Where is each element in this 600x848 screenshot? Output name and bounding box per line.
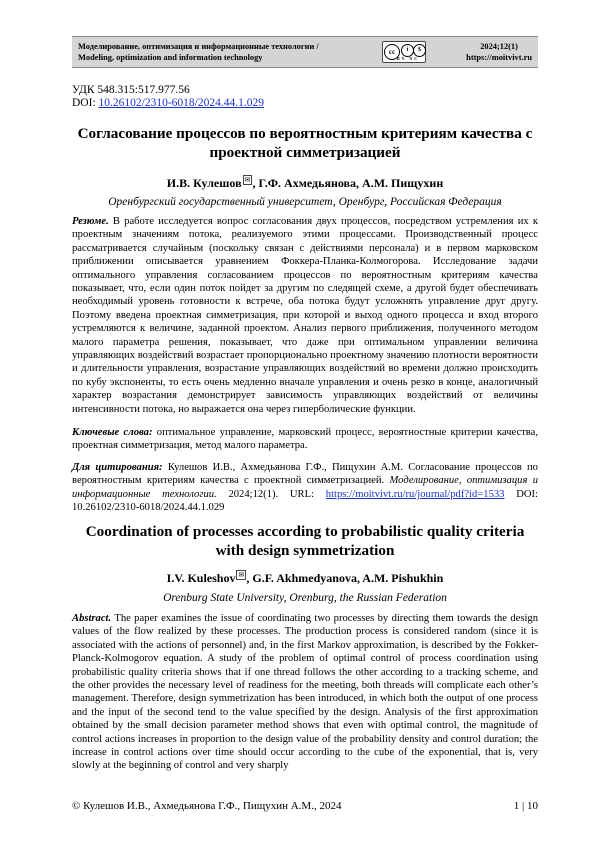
affiliation-ru: Оренбургский государственный университет, Оренбург, Российская Федерация <box>108 196 502 208</box>
title-ru: Согласование процессов по вероятностным критериям качества с проектной симметризацией <box>77 125 533 161</box>
citation-ru <box>72 461 538 515</box>
abstract-en <box>72 612 538 773</box>
citation-journal: Моделирование, оптимизация и информационные технологии. <box>72 475 538 500</box>
authors-en <box>72 571 538 586</box>
abstract-ru <box>72 215 538 416</box>
email-icon[interactable]: ✉ <box>244 176 251 184</box>
doi-line <box>72 97 264 110</box>
nc-icon: $ <box>413 44 426 57</box>
abstract-label-en: Abstract. <box>72 613 112 624</box>
page-footer <box>72 800 538 816</box>
abstract-label-ru: Резюме. <box>72 216 109 227</box>
citation-issue: 2024;12(1). URL: <box>228 488 315 500</box>
doi-label: DOI: <box>72 97 96 109</box>
doi-link[interactable]: 10.26102/2310-6018/2024.44.1.029 <box>98 97 264 109</box>
license-tags: BY NC <box>397 56 420 61</box>
keywords-ru <box>72 426 538 453</box>
creative-commons-license-icon[interactable] <box>382 41 426 63</box>
udk-code: УДК 548.315:517.977.56 <box>72 84 190 96</box>
by-icon: i <box>401 44 414 57</box>
authors-other-ru: , Г.Ф. Ахмедьянова, А.М. Пищухин <box>252 176 444 190</box>
keywords-text-ru: оптимальное управление, марковский процесс, вероятностные критерии качества, проектная симметризация, метод малого параметра. <box>72 427 538 452</box>
copyright: © Кулешов И.В., Ахмедьянова Г.Ф., Пищухин А.М., 2024 <box>72 800 342 812</box>
affiliation-en: Orenburg State University, Orenburg, the Russian Federation <box>163 592 447 604</box>
abstract-text-ru: В работе исследуется вопрос согласования двух процессов, посредством устремления их к проектным значениям потока, реализуемого этими процессами. Производственный процесс рассматривается случайным (поскольку связан с действиями персонала) и в первом марковском приближении описывается уравнением Фоккера-Планка-Колмогорова. Исследование задачи оптимального управления согласованием процессов по вероятностным критериям качества показывает, что, если один поток пойдет за другим по следящей схеме, а другой будет обеспечивать необходимый уровень готовности к встрече, оба потока будут усложнять управление друг другу. Поэтому введена проектная симметризация, при которой и выход одного процесса и вход второго устремляются к величине, заданной проектом. Анализ первого приближения, полученного методом малого параметра решения, показывает, что даже при оптимальном управлении величина управляющих воздействий возрастает пропорционально проектному значению плотности вероятности и длительности управления, возрастание управляющих воздействий во времени должно происходить по кубу экспоненты, то есть очень медленно вначале управления и очень резко в конце, аналогичный характер возрастания демонстрирует зависимость управляющих воздействий от величины интенсивности потока, но выражается она через гиперболические функции. <box>72 216 538 415</box>
citation-doi: DOI: 10.26102/2310-6018/2024.44.1.029 <box>72 488 538 514</box>
authors-ru <box>72 176 538 191</box>
citation-text: Кулешов И.В., Ахмедьянова Г.Ф., Пищухин А.М. Согласование процессов по вероятностным критериям качества с проектной симметризацией. <box>72 462 538 487</box>
author-corresponding-ru: И.В. Кулешов <box>166 176 242 190</box>
citation-url-link[interactable]: https://moitvivt.ru/ru/journal/pdf?id=1533 <box>325 488 505 500</box>
journal-issue: 2024;12(1) <box>480 42 518 51</box>
keywords-label-ru: Ключевые слова: <box>72 427 153 438</box>
abstract-text-en: The paper examines the issue of coordinating two processes by directing them towards the design values of the flow realized by these processes. The production process is considered random (since it is associated with the actions of personnel) and, in the first Markov approximation, is described by the Fokker-Planck-Kolmogorov equation. A study of the problem of optimal control of process coordination using probabilistic quality criteria shows that if one thread follows the other according to a tracking scheme, and the other provides the necessary level of readiness for the meeting, both threads will complicate each other’s management. Therefore, design symmetrization has been introduced, in which both the output of one process and the input of the second tend to the value specified by the design. Analysis of the first approximation obtained by the small decision parameter method shows that even with optimal control, the magnitude of control actions increases in proportion to the design value of the probability density and control duration; the increase in control actions over time should occur according to the cube of the exponential, that is, very slowly at the beginning of control and very sharply <box>72 613 538 772</box>
journal-name <box>78 41 319 63</box>
journal-header <box>72 36 538 68</box>
cc-icon: cc <box>384 44 400 60</box>
authors-other-en: , G.F. Akhmedyanova, A.M. Pishukhin <box>246 571 444 585</box>
author-corresponding-en: I.V. Kuleshov <box>166 571 236 585</box>
page-number: 1 | 10 <box>513 800 538 812</box>
journal-meta <box>466 41 532 63</box>
title-en: Coordination of processes according to probabilistic quality criteria with design symmetrization <box>85 523 525 559</box>
citation-label: Для цитирования: <box>72 462 163 473</box>
journal-name-ru: Моделирование, оптимизация и информационные технологии / <box>78 42 319 51</box>
journal-url[interactable]: https://moitvivt.ru <box>466 53 532 62</box>
email-icon[interactable]: ✉ <box>238 571 245 579</box>
journal-name-en: Modeling, optimization and information technology <box>78 53 263 62</box>
